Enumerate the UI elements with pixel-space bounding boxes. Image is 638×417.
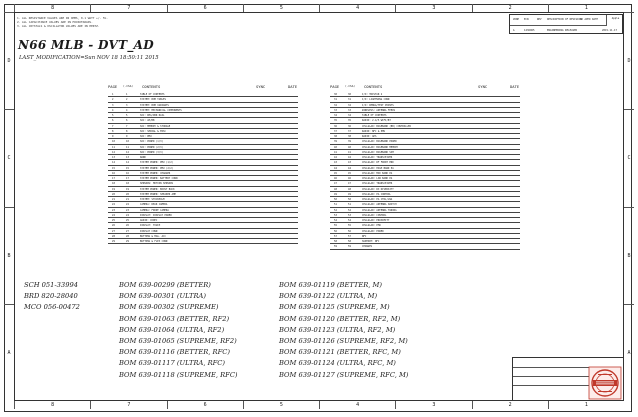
toc-header-sync: SYNC (478, 84, 488, 89)
bom-entry: BOM 639-01116 (BETTER, RFC) (119, 348, 230, 357)
toc-csa: 38 (348, 135, 351, 138)
bom-entry: BOM 639-01063 (BETTER, RF2) (119, 314, 230, 323)
toc-csa: 20 (126, 192, 129, 196)
toc-page: 14 (112, 161, 115, 165)
toc-csa: 31 (348, 98, 351, 102)
zone-label: 3 (395, 4, 471, 12)
toc-contents: SYSTEM POWER: CHARGER (140, 171, 171, 175)
zone-label: 7 (90, 401, 166, 409)
toc-csa: 46 (348, 177, 351, 180)
toc-page: 36 (334, 124, 337, 128)
toc-header-csa: (.CSA) (123, 84, 134, 88)
toc-page: 42 (334, 156, 337, 159)
toc-csa: 7 (126, 124, 128, 128)
toc-contents: NFC (362, 234, 367, 238)
bom-entry: BOM 639-00299 (BETTER) (119, 281, 211, 289)
toc-contents: CELLULAR: LOW BAND PA (362, 177, 393, 180)
toc-page: 3 (112, 103, 114, 107)
toc-contents: CELLULAR: BASEBAND (BB) CONTROLLER (362, 124, 411, 128)
toc-csa: 45 (348, 171, 351, 175)
toc-contents: SYSTEM POWER: PMU (2/2) (140, 166, 174, 170)
bom-entry: BOM 639-01121 (BETTER, RFC, M) (279, 348, 401, 357)
toc-page: 23 (112, 208, 115, 212)
toc-page: 12 (112, 150, 115, 154)
zone-label (4, 304, 14, 401)
bom-entry: BOM 639-01119 (BETTER, M) (279, 281, 382, 289)
note-line: 1. ALL RESISTANCE VALUES ARE IN OHMS, 0.1 WATT +/- 5%. (17, 16, 108, 20)
bom-entry: BOM 639-01123 (ULTRA, RF2, M) (279, 325, 396, 334)
toc-row (330, 244, 520, 249)
toc-contents: DISPLAY CONN (140, 229, 158, 233)
toc-contents: TABLE OF CONTENTS (140, 93, 165, 96)
toc-csa: 34 (348, 114, 351, 117)
zone-ruler-left (4, 12, 14, 401)
toc-contents: CELLULAR: PA CTRL/LNA (362, 198, 393, 201)
toc-contents: SOC: MEMORY & STORAGE (140, 124, 171, 128)
zone-label: 5 (243, 401, 319, 409)
toc-csa: 5 (126, 114, 128, 117)
toc-contents: CELLULAR: PROXIMITY (362, 219, 390, 222)
toc-page: 33 (334, 108, 337, 112)
toc-page: 45 (334, 171, 337, 175)
toc-header-date: DATE (510, 84, 520, 89)
toc-csa: 28 (126, 234, 129, 238)
toc-contents: SOC: POWER (1/3) (140, 140, 164, 144)
toc-csa: 58 (348, 240, 351, 243)
toc-csa: 12 (126, 150, 129, 154)
zone-ruler-bottom (14, 401, 624, 409)
zone-label: 4 (319, 4, 395, 12)
toc-csa: 36 (348, 124, 351, 128)
part-number: MCO 056-00472 (24, 303, 80, 312)
zone-letter: A (627, 349, 631, 356)
approval-stamp-icon (588, 366, 622, 400)
toc-csa: 4 (126, 108, 128, 112)
toc-page: 22 (112, 203, 115, 207)
toc-page: 52 (334, 208, 337, 212)
apple-logo-icon: Apple (606, 15, 624, 26)
toc-header-page: PAGE (108, 84, 118, 89)
toc-page: 19 (112, 187, 115, 191)
rev-date: 2015-11-17 (602, 29, 618, 32)
zone-letter: C (627, 155, 631, 162)
toc-csa: 40 (348, 145, 351, 149)
toc-contents: WIRELESS: ANTENNA FEEDS (362, 108, 396, 112)
last-modification: LAST_MODIFICATION=Sun NOV 18 18:50:11 2015 (19, 55, 159, 61)
toc-page: 37 (334, 129, 337, 133)
toc-page: 35 (334, 119, 337, 123)
toc-page: 51 (334, 203, 337, 207)
toc-page: 34 (334, 114, 337, 117)
rev-description: ENGINEERING RELEASED (547, 29, 578, 32)
toc-page: 28 (112, 234, 115, 238)
bom-entry: BOM 639-00301 (ULTRA) (119, 292, 206, 301)
toc-csa: 47 (348, 182, 351, 186)
zone-letter: C (7, 155, 11, 162)
toc-page: 16 (112, 171, 115, 175)
toc-page: 38 (334, 135, 337, 138)
toc-page: 40 (334, 145, 337, 149)
toc-csa: 29 (126, 240, 129, 243)
toc-csa: 32 (348, 103, 351, 107)
toc-page: 5 (112, 114, 114, 117)
note-line: 3. ALL CRYSTALS & OSCILLATOR VALUES ARE IN HERTZ. (17, 24, 100, 28)
toc-csa: 39 (348, 140, 351, 144)
toc-contents: SOC: SERIAL & MISC (140, 129, 166, 133)
rev-header-description: DESCRIPTION OF REVISION (547, 18, 582, 21)
toc-csa: 37 (348, 129, 351, 133)
toc-page: 32 (334, 103, 337, 107)
toc-csa: 14 (126, 161, 129, 165)
toc-header-date: DATE (288, 84, 298, 89)
toc-contents: I/O: DEBUG/TEST POINTS (362, 103, 394, 107)
bom-entry: BOM 639-01126 (SUPREME, RF2, M) (279, 337, 408, 345)
toc-header-sync: SYNC (256, 84, 266, 89)
toc-page: 15 (112, 166, 115, 170)
toc-header (330, 82, 520, 92)
zone-ruler-right (624, 12, 634, 401)
toc-page: 13 (112, 156, 115, 159)
bom-entry: BOM 639-00302 (SUPREME) (119, 303, 219, 312)
toc-csa: 51 (348, 203, 351, 207)
toc-contents: SOC: REG/PWR RAIL (140, 114, 165, 117)
toc-contents: TABLE OF CONTENTS (362, 114, 387, 117)
toc-csa: 17 (126, 177, 129, 180)
toc-csa: 6 (126, 119, 128, 123)
zone-label (4, 207, 14, 304)
zone-letter: B (627, 252, 631, 259)
zone-letter: D (7, 58, 11, 65)
toc-contents: CELLULAR: PA CONTROL (362, 192, 391, 196)
toc-page: 17 (112, 177, 115, 180)
toc-contents: BUTTONS & FLEX CONN (140, 240, 168, 243)
toc-contents: RADIO: GPS (362, 135, 377, 138)
zone-label: 8 (14, 4, 90, 12)
toc-page: 18 (112, 182, 115, 186)
toc-page: 21 (112, 198, 115, 201)
rev-header-rev: REV (537, 18, 542, 21)
toc-contents: SYSTEM POWER: PMU (1/2) (140, 161, 174, 165)
toc-contents: CELLULAR: HIGH BAND PA (362, 166, 394, 170)
toc-page: 7 (112, 124, 114, 128)
toc-page: 30 (334, 93, 337, 96)
toc-csa: 3 (126, 103, 128, 107)
drawing-title: N66 MLB - DVT_AD (18, 38, 154, 52)
toc-page: 31 (334, 98, 337, 102)
zone-label: 1 (548, 401, 624, 409)
toc-page: 29 (112, 240, 115, 243)
zone-label: 6 (167, 401, 243, 409)
toc-contents: CELLULAR: CONTROL (362, 213, 387, 217)
toc-csa: 56 (348, 229, 351, 233)
toc-contents: DISPLAY: TOUCH (140, 224, 161, 228)
toc-csa: 53 (348, 213, 351, 217)
toc-contents: AUDIO: CODEC (140, 219, 158, 222)
toc-csa: 30 (348, 93, 351, 96)
part-number: BRD 820-28040 (24, 292, 78, 301)
zone-label: 7 (90, 4, 166, 12)
toc-csa: 59 (348, 245, 351, 249)
toc-page: 10 (112, 140, 115, 144)
toc-page: 4 (112, 108, 114, 112)
toc-page: 53 (334, 213, 337, 217)
rev-ecn: 1236965 (524, 29, 535, 32)
toc-page: 25 (112, 219, 115, 222)
toc-contents: SUPPORT: NFC (362, 240, 380, 243)
toc-page: 48 (334, 187, 337, 191)
toc-csa: 18 (126, 182, 129, 186)
toc-contents: CELLULAR: TRANSCEIVER (362, 156, 393, 159)
zone-label: 2 (472, 4, 548, 12)
zone-ruler-top (14, 4, 624, 12)
toc-page: 8 (112, 129, 114, 133)
toc-csa: 15 (126, 166, 129, 170)
part-number: SCH 051-33994 (24, 281, 78, 289)
zone-label: 2 (472, 401, 548, 409)
bom-entry: BOM 639-01120 (BETTER, RF2, M) (279, 314, 401, 323)
rev-header-ecn: ECN (524, 18, 529, 21)
toc-page: 24 (112, 213, 115, 217)
zone-label (4, 109, 14, 206)
toc-csa: 19 (126, 187, 129, 191)
rev-header-ck: CK APPD (580, 18, 591, 21)
toc-csa: 8 (126, 129, 128, 133)
toc-contents: SOC: POWER (2/3) (140, 145, 164, 149)
toc-contents: DISPLAY: DISPLAY POWER (140, 213, 172, 217)
toc-csa: 33 (348, 108, 351, 112)
toc-contents: I/O: LIGHTNING CONN (362, 98, 390, 102)
toc-contents: CELLULAR: RX DIVERSITY (362, 187, 394, 191)
zone-label: 3 (395, 401, 471, 409)
toc-contents: RADIO: NFC & PMU (362, 129, 386, 133)
rev-header-zone: ZONE (513, 18, 520, 21)
toc-contents: CELLULAR: RF FRONT END (362, 161, 394, 165)
toc-contents: SYSTEM POWER: BOOST BUCK (140, 187, 175, 191)
zone-label (624, 304, 634, 401)
toc-csa: 9 (126, 135, 128, 138)
toc-csa: 43 (348, 161, 351, 165)
toc-right-table (330, 82, 520, 250)
toc-csa: 16 (126, 171, 129, 175)
toc-page: 55 (334, 224, 337, 228)
toc-page: 1 (112, 93, 114, 96)
toc-page: 26 (112, 224, 115, 228)
toc-contents: SYSTEM POWER: SPEAKER AMP (140, 192, 176, 196)
toc-contents: SOC: POWER (3/3) (140, 150, 164, 154)
toc-csa: 1 (126, 93, 128, 96)
zone-label (4, 12, 14, 109)
toc-header-contents: CONTENTS (364, 84, 383, 89)
toc-contents: CELLULAR: PMU (362, 224, 381, 228)
toc-contents: I/O: TRISTAR 2 (362, 93, 383, 96)
bom-entry: BOM 639-01124 (ULTRA, RFC, M) (279, 359, 396, 368)
toc-contents: CELLULAR: TRANSCEIVER (362, 182, 393, 186)
toc-header (108, 82, 298, 92)
toc-page: 46 (334, 177, 337, 180)
toc-page: 59 (334, 245, 337, 249)
toc-csa: 13 (126, 156, 129, 159)
general-notes (17, 16, 108, 28)
toc-contents: CELLULAR: BASEBAND MEMORY (362, 145, 398, 149)
revision-block (509, 14, 623, 34)
rev-zone: A (513, 29, 515, 32)
toc-csa: 25 (126, 219, 129, 222)
zone-label: 5 (243, 4, 319, 12)
toc-contents: CELLULAR: POWER (362, 229, 384, 233)
toc-csa: 23 (126, 208, 129, 212)
toc-page: 49 (334, 192, 337, 196)
bom-entry: BOM 639-01118 (SUPREME, RFC) (119, 370, 238, 379)
toc-contents: CHANGES (362, 245, 373, 249)
toc-page: 20 (112, 192, 115, 196)
toc-header-csa: (.CSA) (345, 84, 356, 88)
toc-contents: SYSTEM: STOCKHOLM (140, 198, 165, 201)
toc-left-table (108, 82, 298, 244)
toc-contents: SOC: AP/BB (140, 119, 155, 123)
toc-page: 41 (334, 150, 337, 154)
toc-page: 27 (112, 229, 115, 233)
toc-page: 11 (112, 145, 115, 149)
toc-csa: 50 (348, 198, 351, 201)
toc-contents: CELLULAR: MID BAND PA (362, 171, 393, 175)
toc-csa: 54 (348, 219, 351, 222)
toc-contents: SENSORS: MOTION SENSORS (140, 182, 174, 186)
zone-letter: B (7, 252, 11, 259)
revision-header (510, 15, 606, 26)
toc-contents: CAMERA: FRONT CAMERA (140, 208, 169, 212)
toc-contents: BUTTONS & MAG. ACC (140, 234, 166, 238)
toc-page: 39 (334, 140, 337, 144)
bom-entry: BOM 639-01122 (ULTRA, M) (279, 292, 378, 301)
toc-contents: SOC: PMU (140, 135, 152, 138)
bom-entry: BOM 639-01127 (SUPREME, RFC, M) (279, 370, 409, 379)
title-block-divider (513, 367, 589, 368)
toc-header-page: PAGE (330, 84, 340, 89)
toc-contents: RADIO: 2.4/5 WIFI/BT (362, 119, 391, 123)
toc-csa: 52 (348, 208, 351, 212)
zone-label: 4 (319, 401, 395, 409)
toc-csa: 10 (126, 140, 129, 144)
toc-csa: 21 (126, 198, 129, 201)
toc-csa: 35 (348, 119, 351, 123)
zone-label: 6 (167, 4, 243, 12)
toc-contents: NAND (140, 156, 146, 159)
zone-label (624, 12, 634, 109)
toc-page: 57 (334, 234, 337, 238)
bom-entry: BOM 639-01125 (SUPREME, M) (279, 303, 390, 312)
zone-label (624, 207, 634, 304)
toc-page: 2 (112, 98, 114, 102)
toc-page: 9 (112, 135, 114, 138)
toc-csa: 2 (126, 98, 128, 102)
toc-header-contents: CONTENTS (142, 84, 161, 89)
zone-letter: A (7, 349, 11, 356)
toc-contents: SYSTEM: BOM VARIANTS (140, 103, 169, 107)
toc-csa: 27 (126, 229, 129, 233)
toc-page: 58 (334, 240, 337, 243)
toc-csa: 42 (348, 156, 351, 159)
zone-letter: D (627, 58, 631, 65)
toc-csa: 55 (348, 224, 351, 228)
zone-label: 8 (14, 401, 90, 409)
toc-page: 54 (334, 219, 337, 222)
toc-csa: 48 (348, 187, 351, 191)
toc-row (108, 239, 298, 244)
toc-csa: 24 (126, 213, 129, 217)
bom-entry: BOM 639-01065 (SUPREME, RF2) (119, 337, 237, 345)
toc-contents: SYSTEM: BOM TABLES (140, 98, 166, 102)
toc-contents: CELLULAR: BASEBAND POWER (362, 140, 397, 144)
toc-page: 43 (334, 161, 337, 165)
rev-header-date: DATE (592, 18, 599, 21)
toc-page: 44 (334, 166, 337, 170)
title-block-divider (513, 376, 589, 377)
toc-csa: 26 (126, 224, 129, 228)
toc-page: 56 (334, 229, 337, 233)
toc-csa: 57 (348, 234, 351, 238)
toc-page: 6 (112, 119, 114, 123)
toc-contents: CELLULAR: ANTENNA SWITCH (362, 203, 397, 207)
toc-contents: SYSTEM POWER: BATTERY CONN (140, 177, 178, 180)
toc-contents: CELLULAR: ANTENNA TUNING (362, 208, 397, 212)
zone-label (624, 109, 634, 206)
zone-label: 1 (548, 4, 624, 12)
toc-csa: 44 (348, 166, 351, 170)
toc-page: 47 (334, 182, 337, 186)
toc-csa: 22 (126, 203, 129, 207)
title-block-divider (513, 385, 589, 386)
toc-csa: 41 (348, 150, 351, 154)
toc-contents: SYSTEM: MECHANICAL COMPONENTS (140, 108, 182, 112)
bom-entry: BOM 639-01117 (ULTRA, RFC) (119, 359, 226, 368)
toc-csa: 49 (348, 192, 351, 196)
note-line: 2. ALL CAPACITANCE VALUES ARE IN MICROFARADS. (17, 20, 93, 24)
toc-page: 50 (334, 198, 337, 201)
toc-contents: CAMERA: REAR CAMERA (140, 203, 168, 207)
toc-csa: 11 (126, 145, 129, 149)
toc-contents: CELLULAR: BASEBAND SIM (362, 150, 394, 154)
bom-entry: BOM 639-01064 (ULTRA, RF2) (119, 325, 225, 334)
